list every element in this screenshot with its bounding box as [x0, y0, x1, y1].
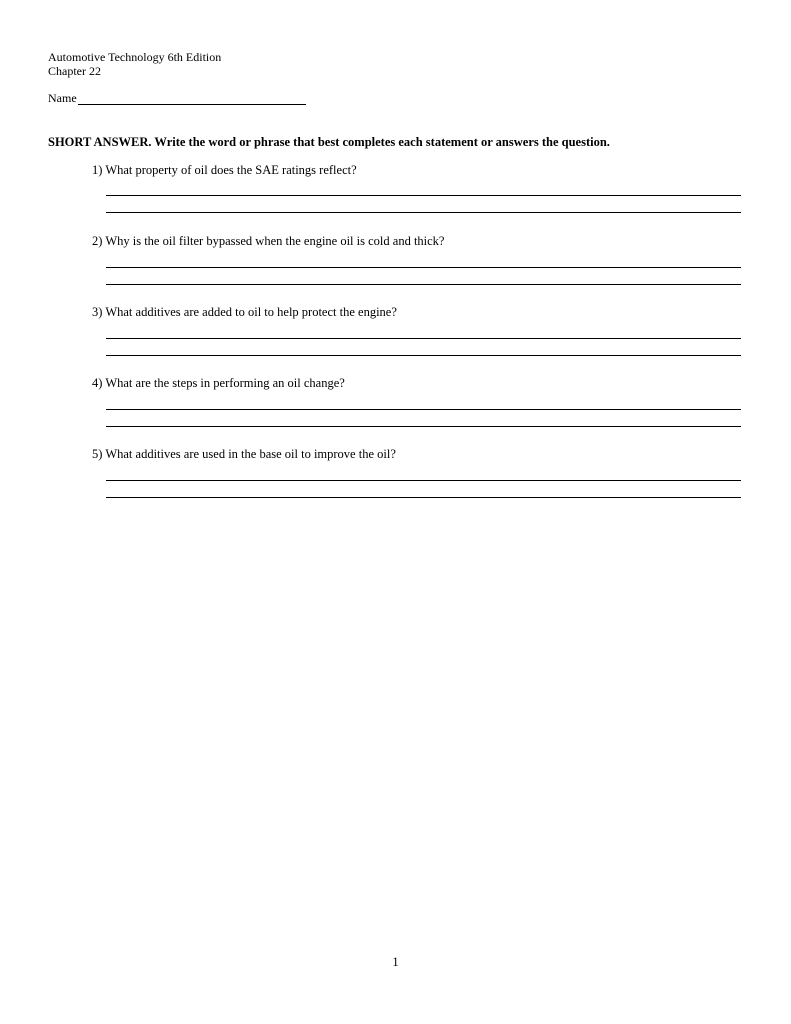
- answer-line[interactable]: [106, 409, 741, 410]
- page-number: 1: [392, 955, 399, 969]
- question-text: What additives are used in the base oil to improve the oil?: [105, 447, 396, 461]
- name-field-row: [48, 91, 306, 105]
- answer-line[interactable]: [106, 480, 741, 481]
- answer-line[interactable]: [106, 497, 741, 498]
- question-1: [92, 163, 357, 178]
- name-blank-line[interactable]: [78, 93, 306, 105]
- question-3: [92, 305, 397, 320]
- question-number: 3): [92, 305, 103, 319]
- question-number: 2): [92, 234, 103, 248]
- answer-line[interactable]: [106, 426, 741, 427]
- question-text: What are the steps in performing an oil change?: [105, 376, 345, 390]
- question-text: What property of oil does the SAE ratings reflect?: [105, 163, 357, 177]
- answer-line[interactable]: [106, 355, 741, 356]
- document-header: [48, 50, 221, 78]
- question-text: What additives are added to oil to help protect the engine?: [105, 305, 397, 319]
- question-text: Why is the oil filter bypassed when the engine oil is cold and thick?: [105, 234, 445, 248]
- question-2: [92, 234, 444, 249]
- question-number: 5): [92, 447, 103, 461]
- section-instructions: SHORT ANSWER. Write the word or phrase that best completes each statement or answers the question.: [48, 135, 610, 149]
- answer-line[interactable]: [106, 212, 741, 213]
- question-number: 4): [92, 376, 103, 390]
- answer-line[interactable]: [106, 267, 741, 268]
- question-number: 1): [92, 163, 103, 177]
- answer-line[interactable]: [106, 284, 741, 285]
- question-4: [92, 376, 345, 391]
- book-title: Automotive Technology 6th Edition: [48, 50, 222, 64]
- answer-line[interactable]: [106, 195, 741, 196]
- name-label: Name: [48, 91, 77, 105]
- answer-line[interactable]: [106, 338, 741, 339]
- chapter-label: Chapter 22: [48, 64, 101, 78]
- question-5: [92, 447, 396, 462]
